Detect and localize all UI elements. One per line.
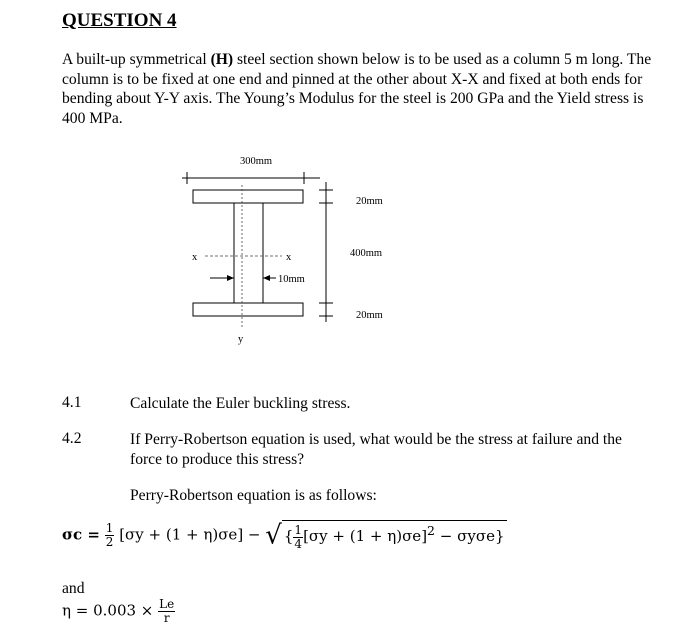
x-axis-label-left: x (192, 252, 198, 263)
top-flange (193, 190, 303, 203)
eta-numerator: Le (159, 597, 175, 611)
eta-fraction (158, 598, 175, 625)
sqrt-symbol: √ (265, 520, 282, 551)
eta-formula (62, 598, 175, 625)
quarter-numerator: 1 (294, 522, 303, 537)
equation-intro: Perry-Robertson equation is as follows: (130, 487, 377, 504)
web-thickness-label: 10mm (278, 274, 305, 285)
half-fraction (105, 522, 115, 549)
bottom-flange (193, 303, 303, 316)
width-dimension-label: 300mm (240, 156, 273, 167)
page-title: QUESTION 4 (62, 10, 177, 31)
perry-robertson-formula (62, 520, 507, 570)
problem-statement (62, 50, 662, 128)
eta-lhs: η = 0.003 × (62, 601, 154, 620)
depth-label: 400mm (350, 248, 383, 259)
sqrt-body: { $\frac{1}{4}$ $[\sigma y + (1 + \eta)\sigma e]^2 - \sigma y\sigma e$} (282, 520, 507, 551)
formula-lhs: σc = (62, 525, 100, 544)
question-text-4-2: If Perry-Robertson equation is used, what would be the stress at failure and the force to produce this stress? (130, 431, 622, 468)
x-axis-label-right: x (286, 252, 292, 263)
top-flange-thickness-label: 20mm (356, 196, 383, 207)
half-denominator: 2 (105, 534, 114, 549)
web-plate (234, 203, 263, 303)
formula-bracket: [σy + (1 + η)σe] − (119, 525, 261, 544)
quarter-denominator: 4 (294, 536, 303, 551)
eta-denominator: r (163, 611, 170, 625)
quarter-fraction (293, 524, 303, 551)
question-text-4-1: Calculate the Euler buckling stress. (130, 395, 351, 412)
web-arrow-left-head (227, 275, 234, 281)
question-number-4-2: 4.2 (62, 430, 82, 447)
web-arrow-right-head (263, 275, 270, 281)
intro-bold: (H) (210, 51, 234, 68)
formula-inner: [σy + (1 + η)σe] (303, 527, 428, 545)
half-numerator: 1 (105, 520, 114, 535)
and-label: and (62, 580, 85, 597)
y-axis-label: y (238, 334, 244, 345)
bottom-flange-thickness-label: 20mm (356, 310, 383, 321)
formula-power: 2 (427, 523, 435, 538)
h-section-figure (170, 150, 470, 355)
intro-part2: steel section shown below is to be used as a column 5 m long. The column is to be fixed at one end and pinned at the other about X-X and fixed at both ends for bending about Y-Y axis. The Young’s Modulus for the steel is 200 GPa and the Yield stress is 400 MPa. (62, 51, 652, 127)
formula-tail: − σyσe (439, 527, 495, 545)
intro-part1: A built-up symmetrical (62, 51, 211, 68)
question-number-4-1: 4.1 (62, 394, 82, 411)
